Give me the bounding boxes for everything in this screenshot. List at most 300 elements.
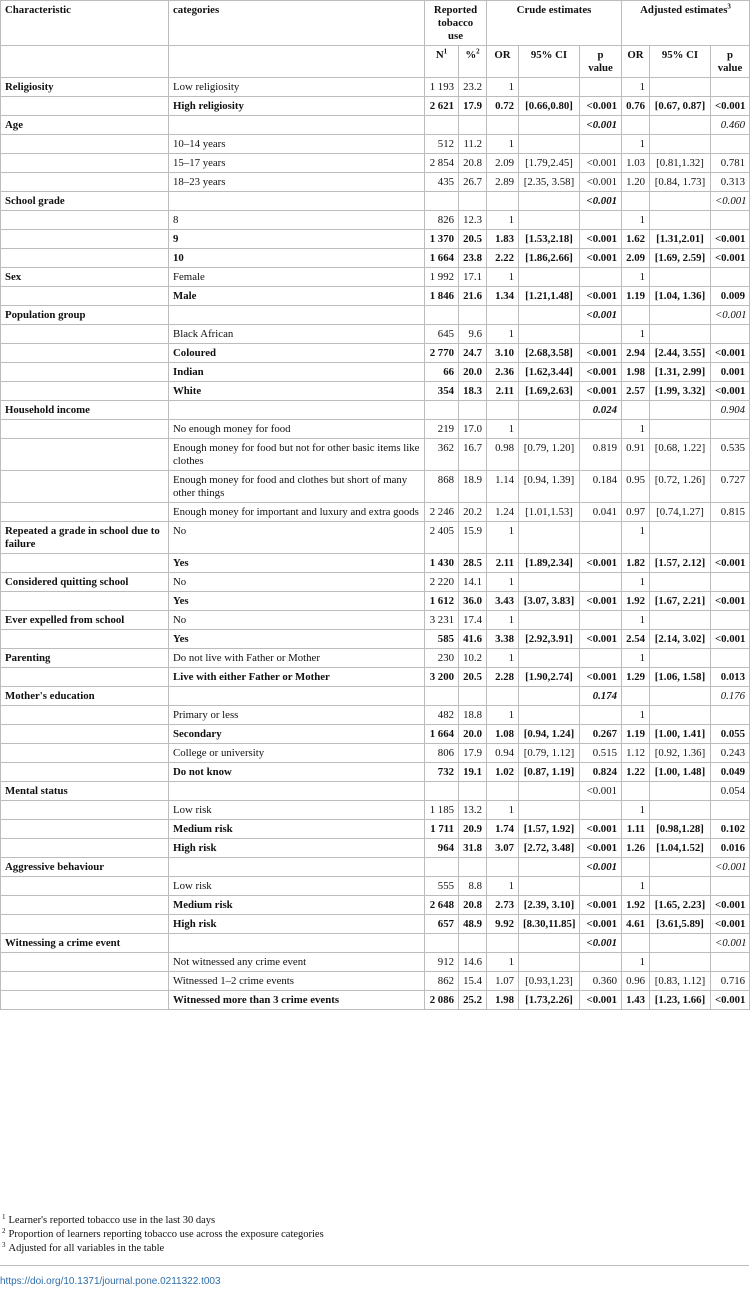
- n-cell: 1 664: [425, 725, 459, 744]
- table-row: [1, 287, 750, 306]
- adjusted-or-cell: 1.98: [622, 363, 650, 382]
- adjusted-p-cell: [711, 522, 750, 554]
- table-row: [1, 877, 750, 896]
- crude-ci-cell: [1.86,2.66]: [519, 249, 580, 268]
- adjusted-ci-cell: [1.57, 2.12]: [650, 554, 711, 573]
- adjusted-p-cell: 0.781: [711, 154, 750, 173]
- table-row: [1, 725, 750, 744]
- adjusted-or-cell: 1: [622, 573, 650, 592]
- table-row: [1, 820, 750, 839]
- crude-or-cell: [487, 401, 519, 420]
- adjusted-ci-cell: [650, 192, 711, 211]
- adjusted-ci-cell: [650, 420, 711, 439]
- n-cell: [425, 192, 459, 211]
- crude-ci-cell: [1.79,2.45]: [519, 154, 580, 173]
- category-cell: Do not live with Father or Mother: [169, 649, 425, 668]
- adjusted-or-cell: 1: [622, 78, 650, 97]
- crude-or-cell: 3.38: [487, 630, 519, 649]
- table-row: [1, 896, 750, 915]
- characteristic-cell: [1, 763, 169, 782]
- characteristic-cell: Considered quitting school: [1, 573, 169, 592]
- category-cell: Primary or less: [169, 706, 425, 725]
- characteristic-cell: [1, 668, 169, 687]
- crude-ci-cell: [519, 401, 580, 420]
- crude-p-cell: [580, 420, 622, 439]
- adjusted-p-cell: 0.904: [711, 401, 750, 420]
- adjusted-ci-cell: [650, 801, 711, 820]
- adjusted-p-cell: 0.815: [711, 503, 750, 522]
- adjusted-p-cell: [711, 78, 750, 97]
- table-row: [1, 763, 750, 782]
- category-cell: 9: [169, 230, 425, 249]
- crude-ci-cell: [2.92,3.91]: [519, 630, 580, 649]
- crude-or-cell: 1.74: [487, 820, 519, 839]
- percent-cell: 26.7: [459, 173, 487, 192]
- crude-or-cell: [487, 858, 519, 877]
- adjusted-or-cell: 1: [622, 649, 650, 668]
- adjusted-or-cell: 2.09: [622, 249, 650, 268]
- category-cell: White: [169, 382, 425, 401]
- crude-p-cell: [580, 611, 622, 630]
- table-row: [1, 135, 750, 154]
- category-cell: [169, 858, 425, 877]
- crude-p-cell: [580, 211, 622, 230]
- characteristic-cell: [1, 592, 169, 611]
- crude-ci-cell: [519, 782, 580, 801]
- characteristic-cell: Witnessing a crime event: [1, 934, 169, 953]
- table-row: [1, 592, 750, 611]
- percent-cell: 23.8: [459, 249, 487, 268]
- category-cell: Low risk: [169, 877, 425, 896]
- n-cell: 2 648: [425, 896, 459, 915]
- adjusted-ci-cell: [650, 649, 711, 668]
- n-cell: 2 246: [425, 503, 459, 522]
- crude-p-cell: 0.515: [580, 744, 622, 763]
- crude-p-cell: [580, 325, 622, 344]
- percent-cell: 20.8: [459, 896, 487, 915]
- crude-or-cell: 1: [487, 268, 519, 287]
- crude-p-cell: <0.001: [580, 116, 622, 135]
- adjusted-ci-cell: [1.67, 2.21]: [650, 592, 711, 611]
- percent-cell: 20.2: [459, 503, 487, 522]
- table-row: [1, 503, 750, 522]
- crude-ci-cell: [8.30,11.85]: [519, 915, 580, 934]
- n-cell: 912: [425, 953, 459, 972]
- n-cell: [425, 858, 459, 877]
- characteristic-cell: Ever expelled from school: [1, 611, 169, 630]
- characteristic-cell: Household income: [1, 401, 169, 420]
- adjusted-or-cell: 1.03: [622, 154, 650, 173]
- adjusted-ci-cell: [1.31,2.01]: [650, 230, 711, 249]
- crude-or-cell: 2.73: [487, 896, 519, 915]
- percent-cell: 20.9: [459, 820, 487, 839]
- adjusted-ci-cell: [1.04, 1.36]: [650, 287, 711, 306]
- doi-link[interactable]: https://doi.org/10.1371/journal.pone.0211322.t003: [0, 1276, 221, 1287]
- table-row: [1, 991, 750, 1010]
- crude-or-cell: 2.22: [487, 249, 519, 268]
- characteristic-cell: [1, 211, 169, 230]
- category-cell: Witnessed more than 3 crime events: [169, 991, 425, 1010]
- table-row: [1, 192, 750, 211]
- crude-p-cell: <0.001: [580, 858, 622, 877]
- n-cell: 2 854: [425, 154, 459, 173]
- table-row: [1, 268, 750, 287]
- percent-cell: 18.9: [459, 471, 487, 503]
- crude-p-cell: <0.001: [580, 173, 622, 192]
- characteristic-cell: [1, 439, 169, 471]
- category-cell: 15–17 years: [169, 154, 425, 173]
- adjusted-p-cell: 0.054: [711, 782, 750, 801]
- adjusted-ci-cell: [650, 858, 711, 877]
- adjusted-p-cell: [711, 877, 750, 896]
- characteristic-cell: [1, 471, 169, 503]
- crude-or-cell: 3.07: [487, 839, 519, 858]
- crude-or-cell: 9.92: [487, 915, 519, 934]
- adjusted-or-cell: 0.97: [622, 503, 650, 522]
- crude-p-cell: <0.001: [580, 363, 622, 382]
- percent-cell: 36.0: [459, 592, 487, 611]
- category-cell: Secondary: [169, 725, 425, 744]
- crude-ci-cell: [1.21,1.48]: [519, 287, 580, 306]
- n-cell: 1 193: [425, 78, 459, 97]
- adjusted-p-cell: <0.001: [711, 306, 750, 325]
- adjusted-ci-cell: [2.44, 3.55]: [650, 344, 711, 363]
- adjusted-or-cell: 1.12: [622, 744, 650, 763]
- characteristic-cell: [1, 230, 169, 249]
- percent-cell: 12.3: [459, 211, 487, 230]
- crude-ci-cell: [1.89,2.34]: [519, 554, 580, 573]
- crude-or-cell: 1.14: [487, 471, 519, 503]
- table-row: [1, 915, 750, 934]
- n-cell: 2 405: [425, 522, 459, 554]
- n-cell: [425, 782, 459, 801]
- adjusted-or-cell: 1.92: [622, 896, 650, 915]
- crude-p-cell: [580, 522, 622, 554]
- n-cell: 732: [425, 763, 459, 782]
- characteristic-cell: [1, 953, 169, 972]
- n-cell: 862: [425, 972, 459, 991]
- adjusted-p-cell: <0.001: [711, 554, 750, 573]
- table-row: [1, 972, 750, 991]
- adjusted-ci-cell: [1.06, 1.58]: [650, 668, 711, 687]
- crude-p-cell: <0.001: [580, 934, 622, 953]
- crude-ci-cell: [1.01,1.53]: [519, 503, 580, 522]
- table-row: [1, 306, 750, 325]
- category-cell: Yes: [169, 630, 425, 649]
- adjusted-or-cell: 1: [622, 801, 650, 820]
- crude-or-cell: 1: [487, 522, 519, 554]
- crude-ci-cell: [519, 858, 580, 877]
- characteristic-cell: Mental status: [1, 782, 169, 801]
- percent-cell: [459, 934, 487, 953]
- adjusted-ci-cell: [0.72, 1.26]: [650, 471, 711, 503]
- crude-or-cell: 1: [487, 649, 519, 668]
- adjusted-or-cell: [622, 934, 650, 953]
- crude-ci-cell: [1.57, 1.92]: [519, 820, 580, 839]
- crude-p-cell: <0.001: [580, 306, 622, 325]
- crude-or-cell: 0.72: [487, 97, 519, 116]
- n-cell: 512: [425, 135, 459, 154]
- characteristic-cell: Mother's education: [1, 687, 169, 706]
- percent-cell: 15.9: [459, 522, 487, 554]
- adjusted-p-cell: <0.001: [711, 858, 750, 877]
- adjusted-ci-cell: [0.83, 1.12]: [650, 972, 711, 991]
- crude-ci-cell: [0.66,0.80]: [519, 97, 580, 116]
- adjusted-ci-cell: [1.23, 1.66]: [650, 991, 711, 1010]
- adjusted-or-cell: 1: [622, 211, 650, 230]
- category-cell: High religiosity: [169, 97, 425, 116]
- crude-or-cell: [487, 687, 519, 706]
- crude-ci-cell: [519, 573, 580, 592]
- table-row: [1, 325, 750, 344]
- table-row: [1, 839, 750, 858]
- adjusted-ci-cell: [650, 306, 711, 325]
- characteristic-cell: Population group: [1, 306, 169, 325]
- adjusted-or-cell: 1.26: [622, 839, 650, 858]
- crude-ci-cell: [2.35, 3.58]: [519, 173, 580, 192]
- adjusted-ci-cell: [0.84, 1.73]: [650, 173, 711, 192]
- adjusted-p-cell: [711, 211, 750, 230]
- crude-p-cell: 0.360: [580, 972, 622, 991]
- adjusted-or-cell: 0.76: [622, 97, 650, 116]
- adjusted-ci-cell: [650, 877, 711, 896]
- n-cell: 1 711: [425, 820, 459, 839]
- crude-estimates-header: Crude estimates: [487, 1, 622, 46]
- adjusted-ci-cell: [0.74,1.27]: [650, 503, 711, 522]
- crude-ci-header: 95% CI: [519, 46, 580, 78]
- table-row: [1, 420, 750, 439]
- crude-or-cell: 1.34: [487, 287, 519, 306]
- percent-cell: [459, 782, 487, 801]
- percent-cell: 17.0: [459, 420, 487, 439]
- n-cell: [425, 934, 459, 953]
- adjusted-p-cell: 0.102: [711, 820, 750, 839]
- adjusted-or-cell: 0.95: [622, 471, 650, 503]
- characteristic-cell: [1, 173, 169, 192]
- crude-or-cell: 1: [487, 573, 519, 592]
- percent-cell: 17.4: [459, 611, 487, 630]
- characteristic-cell: [1, 363, 169, 382]
- adjusted-p-cell: [711, 135, 750, 154]
- characteristic-cell: [1, 382, 169, 401]
- characteristic-cell: Religiosity: [1, 78, 169, 97]
- percent-cell: 20.8: [459, 154, 487, 173]
- table-row: [1, 744, 750, 763]
- crude-ci-cell: [1.69,2.63]: [519, 382, 580, 401]
- crude-or-cell: 1: [487, 611, 519, 630]
- crude-or-cell: 1: [487, 953, 519, 972]
- crude-ci-cell: [0.94, 1.24]: [519, 725, 580, 744]
- crude-ci-cell: [0.87, 1.19]: [519, 763, 580, 782]
- characteristic-cell: Sex: [1, 268, 169, 287]
- adjusted-ci-cell: [0.67, 0.87]: [650, 97, 711, 116]
- category-cell: Female: [169, 268, 425, 287]
- crude-ci-cell: [2.68,3.58]: [519, 344, 580, 363]
- crude-ci-cell: [519, 116, 580, 135]
- characteristic-cell: [1, 325, 169, 344]
- crude-p-cell: <0.001: [580, 839, 622, 858]
- adjusted-or-cell: 1: [622, 325, 650, 344]
- adjusted-p-cell: [711, 706, 750, 725]
- percent-cell: 17.9: [459, 97, 487, 116]
- n-cell: 3 200: [425, 668, 459, 687]
- category-cell: No: [169, 522, 425, 554]
- adjusted-ci-cell: [650, 135, 711, 154]
- crude-ci-cell: [519, 649, 580, 668]
- adjusted-ci-cell: [0.68, 1.22]: [650, 439, 711, 471]
- n-cell: 645: [425, 325, 459, 344]
- characteristic-cell: [1, 287, 169, 306]
- crude-ci-cell: [1.62,3.44]: [519, 363, 580, 382]
- crude-p-cell: <0.001: [580, 192, 622, 211]
- category-cell: No: [169, 611, 425, 630]
- crude-ci-cell: [519, 953, 580, 972]
- adjusted-p-cell: <0.001: [711, 97, 750, 116]
- n-cell: 219: [425, 420, 459, 439]
- n-cell: 2 770: [425, 344, 459, 363]
- table-row: [1, 363, 750, 382]
- category-cell: Enough money for food and clothes but short of many other things: [169, 471, 425, 503]
- category-cell: Do not know: [169, 763, 425, 782]
- adjusted-or-cell: [622, 687, 650, 706]
- crude-or-cell: 3.43: [487, 592, 519, 611]
- adjusted-p-cell: 0.460: [711, 116, 750, 135]
- crude-p-cell: [580, 135, 622, 154]
- percent-cell: 24.7: [459, 344, 487, 363]
- adjusted-ci-cell: [650, 522, 711, 554]
- n-cell: 2 086: [425, 991, 459, 1010]
- category-cell: No: [169, 573, 425, 592]
- percent-cell: 48.9: [459, 915, 487, 934]
- footnote: $^1$ Learner's reported tobacco use in the last 30 days: [2, 1212, 216, 1226]
- category-cell: Low risk: [169, 801, 425, 820]
- adjusted-ci-cell: [1.31, 2.99]: [650, 363, 711, 382]
- category-cell: [169, 687, 425, 706]
- crude-p-cell: [580, 78, 622, 97]
- adjusted-ci-header: 95% CI: [650, 46, 711, 78]
- characteristic-cell: [1, 820, 169, 839]
- adjusted-or-cell: 4.61: [622, 915, 650, 934]
- n-cell: 555: [425, 877, 459, 896]
- crude-ci-cell: [519, 268, 580, 287]
- adjusted-p-cell: <0.001: [711, 915, 750, 934]
- n-cell: 354: [425, 382, 459, 401]
- n-cell: 1 664: [425, 249, 459, 268]
- table-row: [1, 249, 750, 268]
- category-cell: High risk: [169, 915, 425, 934]
- crude-or-cell: 0.94: [487, 744, 519, 763]
- crude-p-cell: 0.174: [580, 687, 622, 706]
- adjusted-or-cell: [622, 116, 650, 135]
- percent-cell: 9.6: [459, 325, 487, 344]
- crude-or-cell: 1: [487, 325, 519, 344]
- category-cell: Live with either Father or Mother: [169, 668, 425, 687]
- adjusted-p-cell: 0.049: [711, 763, 750, 782]
- percent-cell: 13.2: [459, 801, 487, 820]
- adjusted-p-cell: [711, 268, 750, 287]
- category-cell: Low religiosity: [169, 78, 425, 97]
- adjusted-ci-cell: [0.92, 1.36]: [650, 744, 711, 763]
- category-cell: [169, 782, 425, 801]
- adjusted-or-cell: 1.19: [622, 287, 650, 306]
- adjusted-p-cell: 0.009: [711, 287, 750, 306]
- adjusted-or-cell: 2.54: [622, 630, 650, 649]
- crude-p-cell: <0.001: [580, 592, 622, 611]
- characteristic-cell: Repeated a grade in school due to failure: [1, 522, 169, 554]
- adjusted-estimates-header: Adjusted estimates$^3$: [622, 1, 750, 46]
- characteristic-cell: [1, 877, 169, 896]
- crude-ci-cell: [519, 325, 580, 344]
- category-cell: College or university: [169, 744, 425, 763]
- crude-or-cell: [487, 192, 519, 211]
- percent-cell: 23.2: [459, 78, 487, 97]
- characteristic-cell: [1, 135, 169, 154]
- crude-p-cell: [580, 801, 622, 820]
- adjusted-p-cell: 0.727: [711, 471, 750, 503]
- adjusted-p-cell: <0.001: [711, 991, 750, 1010]
- adjusted-or-cell: [622, 192, 650, 211]
- n-cell: 806: [425, 744, 459, 763]
- n-cell: 657: [425, 915, 459, 934]
- crude-or-cell: 1.83: [487, 230, 519, 249]
- adjusted-ci-cell: [1.99, 3.32]: [650, 382, 711, 401]
- percent-cell: 20.0: [459, 363, 487, 382]
- n-cell: 230: [425, 649, 459, 668]
- adjusted-p-cell: 0.535: [711, 439, 750, 471]
- crude-p-cell: <0.001: [580, 230, 622, 249]
- adjusted-ci-cell: [1.00, 1.41]: [650, 725, 711, 744]
- percent-cell: 41.6: [459, 630, 487, 649]
- table-header: [1, 1, 750, 78]
- adjusted-p-cell: 0.243: [711, 744, 750, 763]
- n-cell: 1 992: [425, 268, 459, 287]
- crude-ci-cell: [2.72, 3.48]: [519, 839, 580, 858]
- crude-p-cell: 0.819: [580, 439, 622, 471]
- crude-or-cell: 1.02: [487, 763, 519, 782]
- crude-p-cell: <0.001: [580, 668, 622, 687]
- adjusted-p-cell: [711, 420, 750, 439]
- crude-ci-cell: [519, 801, 580, 820]
- crude-or-cell: [487, 306, 519, 325]
- adjusted-or-header: OR: [622, 46, 650, 78]
- characteristic-cell: [1, 154, 169, 173]
- table-row: [1, 78, 750, 97]
- table-row: [1, 439, 750, 471]
- adjusted-or-cell: 1.22: [622, 763, 650, 782]
- table-row: [1, 801, 750, 820]
- characteristic-header: Characteristic: [1, 1, 169, 46]
- crude-ci-cell: [519, 192, 580, 211]
- category-cell: Black African: [169, 325, 425, 344]
- table-row: [1, 953, 750, 972]
- category-cell: Coloured: [169, 344, 425, 363]
- n-cell: 868: [425, 471, 459, 503]
- crude-ci-cell: [1.53,2.18]: [519, 230, 580, 249]
- crude-p-cell: <0.001: [580, 782, 622, 801]
- adjusted-p-cell: [711, 649, 750, 668]
- n-cell: 3 231: [425, 611, 459, 630]
- percent-cell: [459, 858, 487, 877]
- crude-or-cell: 1: [487, 420, 519, 439]
- adjusted-p-cell: 0.313: [711, 173, 750, 192]
- crude-or-cell: 2.11: [487, 382, 519, 401]
- category-cell: 10: [169, 249, 425, 268]
- adjusted-p-cell: <0.001: [711, 382, 750, 401]
- adjusted-p-cell: <0.001: [711, 592, 750, 611]
- percent-cell: 20.0: [459, 725, 487, 744]
- category-cell: Yes: [169, 554, 425, 573]
- adjusted-or-cell: 2.94: [622, 344, 650, 363]
